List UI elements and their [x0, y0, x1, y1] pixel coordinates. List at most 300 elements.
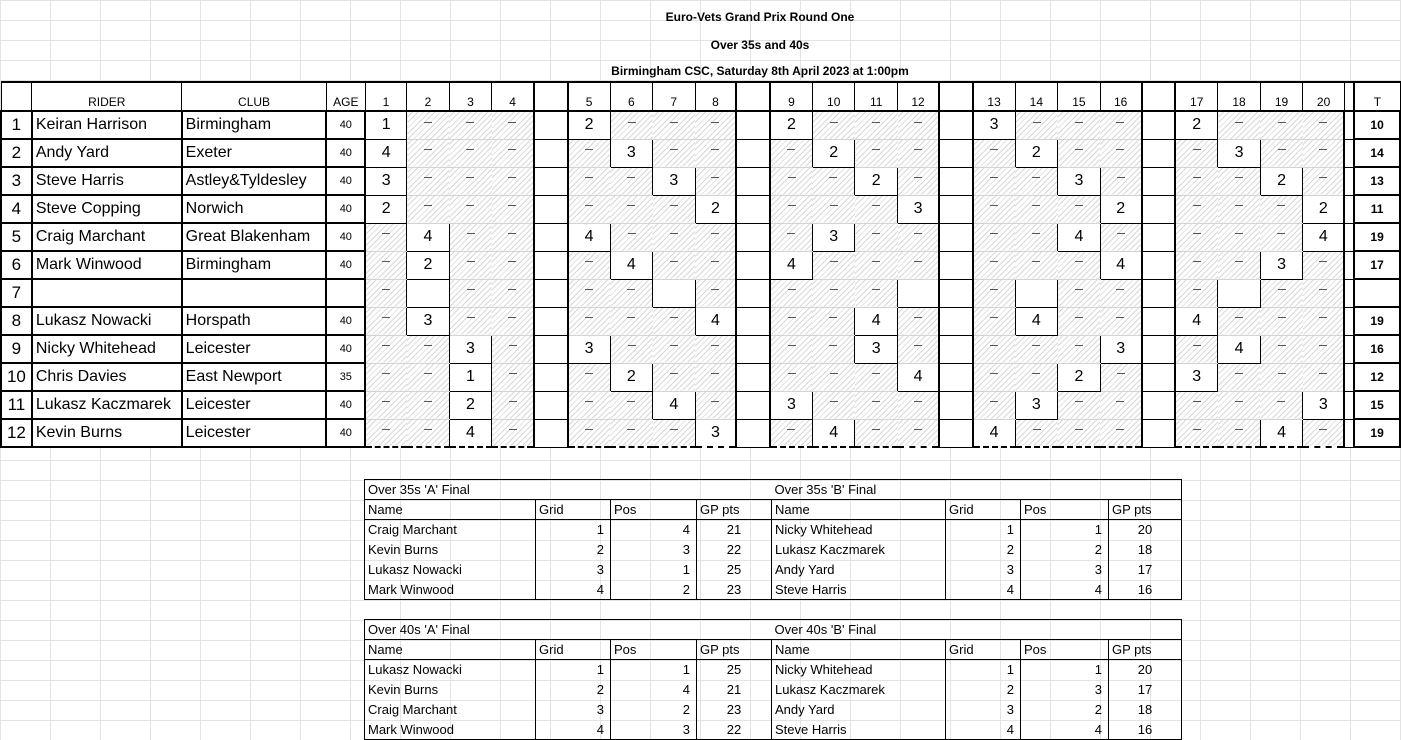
rider-age: 40: [326, 335, 365, 363]
grid-col-header: Grid: [536, 640, 611, 660]
race-result: [407, 307, 449, 335]
race-empty-cell: [1058, 391, 1101, 419]
race-points: 4: [1031, 312, 1041, 329]
race-result: [1100, 195, 1142, 223]
race-empty-cell: [365, 363, 406, 391]
rider-row: [1, 307, 1400, 335]
finish-position: 1: [1021, 520, 1109, 540]
race-result: [1175, 363, 1218, 391]
race-empty-cell: [695, 363, 736, 391]
dash-mark: [1319, 261, 1327, 262]
gap-cell: [534, 195, 567, 223]
race-empty-cell: [653, 251, 695, 279]
dash-mark: [872, 373, 880, 374]
dash-mark: [508, 289, 516, 290]
final-row: [365, 660, 1182, 680]
dash-mark: [670, 373, 678, 374]
rider-total: 17: [1354, 251, 1400, 279]
gap-cell: [1344, 335, 1354, 363]
gap-cell: [1142, 195, 1175, 223]
race-result: [855, 307, 898, 335]
race-empty-cell: [812, 391, 855, 419]
race-empty-cell: [449, 111, 491, 139]
dash-mark: [424, 177, 432, 178]
final-column-headers: [365, 640, 1182, 660]
race-empty-cell: [492, 223, 534, 251]
rider-club: Exeter: [182, 139, 327, 167]
race-empty-cell: [1100, 167, 1142, 195]
race-points: 2: [1031, 144, 1041, 161]
race-result: [1058, 363, 1101, 391]
rider-row: [1, 363, 1400, 391]
race-result: [449, 363, 491, 391]
race-empty-cell: [973, 223, 1016, 251]
race-empty-cell: [695, 335, 736, 363]
dash-mark: [1075, 122, 1083, 123]
race-empty-cell: [653, 139, 695, 167]
race-empty-cell: [812, 279, 855, 307]
race-empty-cell: [855, 391, 898, 419]
rider-total: [1354, 279, 1400, 307]
race-points: 2: [1116, 200, 1126, 217]
dash-mark: [1235, 401, 1243, 402]
gap-cell: [939, 251, 972, 279]
race-empty-cell: [492, 419, 534, 447]
race-empty-cell: [568, 251, 610, 279]
a-final-title: Over 40s 'A' Final: [365, 620, 772, 640]
rider-total: 11: [1354, 195, 1400, 223]
race-header: 20: [1303, 82, 1345, 111]
gp-points: 18: [1109, 700, 1182, 720]
dash-mark: [627, 401, 635, 402]
grid-position: 2: [946, 680, 1021, 700]
finish-position: 4: [1021, 580, 1109, 600]
sheet-title: Euro-Vets Grand Prix Round One: [665, 10, 855, 24]
event-details: Birmingham CSC, Saturday 8th April 2023 at 1:00pm: [611, 64, 909, 78]
race-empty-cell: [449, 167, 491, 195]
race-points: 3: [1234, 144, 1244, 161]
dash-mark: [382, 373, 390, 374]
race-points: 3: [1318, 396, 1328, 413]
rider-age: 35: [326, 363, 365, 391]
race-header: 7: [653, 82, 695, 111]
race-empty-cell: [1015, 223, 1058, 251]
race-points: 3: [1031, 396, 1041, 413]
race-empty-cell: [898, 251, 940, 279]
race-empty-cell: [1260, 223, 1303, 251]
dash-mark: [788, 177, 796, 178]
finish-position: 4: [611, 520, 697, 540]
gap-cell: [1344, 223, 1354, 251]
dash-mark: [508, 122, 516, 123]
race-empty-cell: [449, 279, 491, 307]
race-result: [1303, 391, 1345, 419]
dash-mark: [1032, 345, 1040, 346]
dash-mark: [872, 261, 880, 262]
race-points: 3: [584, 340, 594, 357]
dash-mark: [1032, 373, 1040, 374]
dash-mark: [627, 317, 635, 318]
finalist-name: Steve Harris: [772, 720, 946, 740]
finalist-name: Nicky Whitehead: [772, 520, 946, 540]
race-empty-cell: [855, 223, 898, 251]
race-result: [1303, 195, 1345, 223]
dash-mark: [509, 345, 517, 346]
race-points: 4: [787, 256, 796, 273]
race-points: 4: [989, 423, 999, 441]
dash-mark: [1193, 345, 1201, 346]
dash-mark: [1075, 289, 1083, 290]
race-empty-cell: [1218, 363, 1261, 391]
dash-mark: [508, 177, 516, 178]
race-empty-cell: [653, 223, 695, 251]
race-empty-cell: [1015, 167, 1058, 195]
race-result: [365, 167, 406, 195]
dash-mark: [466, 122, 474, 123]
dash-mark: [627, 429, 635, 430]
dash-mark: [1235, 373, 1243, 374]
dash-mark: [990, 289, 998, 290]
race-result: [407, 279, 449, 307]
gp-points: 23: [697, 700, 772, 720]
gap-cell: [1142, 279, 1175, 307]
gp-points: 23: [697, 580, 772, 600]
final-row: [365, 560, 1182, 580]
dash-mark: [914, 122, 922, 123]
dash-mark: [990, 261, 998, 262]
race-empty-cell: [1175, 251, 1218, 279]
race-empty-cell: [973, 139, 1016, 167]
finalist-name: Lukasz Kaczmarek: [772, 680, 946, 700]
gp-points: 17: [1109, 680, 1182, 700]
race-points: 3: [1074, 172, 1084, 189]
dash-mark: [990, 233, 998, 234]
race-empty-cell: [770, 335, 812, 363]
dash-mark: [787, 429, 795, 430]
gp-pts-col-header: GP pts: [697, 500, 772, 520]
dash-mark: [1235, 429, 1243, 430]
final-row: [365, 580, 1182, 600]
race-empty-cell: [1100, 139, 1142, 167]
dash-mark: [990, 373, 998, 374]
gp-pts-col-header: GP pts: [1109, 500, 1182, 520]
race-points: 2: [787, 116, 796, 134]
race-result: [1218, 279, 1261, 307]
rider-age: 40: [326, 251, 365, 279]
race-empty-cell: [1303, 111, 1345, 139]
gap-cell: [534, 279, 567, 307]
race-empty-cell: [855, 419, 898, 447]
dash-mark: [1075, 429, 1083, 430]
race-empty-cell: [365, 307, 406, 335]
race-result: [1260, 167, 1303, 195]
race-empty-cell: [1058, 139, 1101, 167]
race-result: [1015, 139, 1058, 167]
race-empty-cell: [898, 335, 940, 363]
dash-mark: [1278, 373, 1286, 374]
gap-cell: [1142, 139, 1175, 167]
dash-mark: [1235, 122, 1243, 123]
race-points: 3: [669, 172, 679, 189]
dash-mark: [424, 373, 432, 374]
race-empty-cell: [610, 419, 652, 447]
dash-mark: [711, 177, 719, 178]
header-gap: [1142, 82, 1175, 111]
dash-mark: [830, 401, 838, 402]
dash-mark: [711, 261, 719, 262]
rider-age: 40: [326, 419, 365, 447]
race-empty-cell: [1260, 391, 1303, 419]
race-header: 3: [449, 82, 491, 111]
grid-position: 3: [946, 700, 1021, 720]
dash-mark: [670, 233, 678, 234]
race-points: 4: [829, 423, 839, 441]
race-result: [407, 223, 449, 251]
dash-mark: [1278, 122, 1286, 123]
rider-name: Kevin Burns: [32, 419, 182, 447]
race-empty-cell: [449, 251, 491, 279]
finish-position: 2: [611, 580, 697, 600]
race-empty-cell: [1058, 335, 1101, 363]
race-empty-cell: [1058, 251, 1101, 279]
gap-cell: [939, 195, 972, 223]
gap-cell: [534, 111, 567, 139]
rider-number: 3: [1, 167, 32, 195]
race-empty-cell: [1260, 279, 1303, 307]
gap-cell: [736, 195, 769, 223]
rider-number: 7: [1, 279, 32, 307]
gap-cell: [1142, 335, 1175, 363]
pos-col-header: Pos: [611, 640, 697, 660]
rider-number: 4: [1, 195, 32, 223]
dash-mark: [508, 149, 516, 150]
race-header: 12: [898, 82, 940, 111]
finish-position: 4: [1021, 720, 1109, 740]
rider-total: 14: [1354, 139, 1400, 167]
dash-mark: [585, 177, 593, 178]
race-empty-cell: [365, 419, 406, 447]
race-result: [568, 223, 610, 251]
rider-name: Lukasz Nowacki: [32, 307, 182, 335]
grid-position: 1: [536, 520, 611, 540]
race-empty-cell: [770, 279, 812, 307]
race-result: [1175, 111, 1218, 139]
dash-mark: [628, 233, 636, 234]
race-empty-cell: [365, 279, 406, 307]
dash-mark: [914, 317, 922, 318]
rider-age: 40: [326, 195, 365, 223]
rider-club: Astley&Tyldesley: [182, 167, 327, 195]
race-header: 11: [855, 82, 898, 111]
gp-points: 17: [1109, 560, 1182, 580]
dash-mark: [787, 233, 795, 234]
finish-position: 4: [611, 680, 697, 700]
rider-age: 40: [326, 223, 365, 251]
race-empty-cell: [695, 139, 736, 167]
dash-mark: [670, 205, 678, 206]
dash-mark: [1075, 317, 1083, 318]
gap-cell: [1344, 111, 1354, 139]
dash-mark: [1193, 261, 1201, 262]
race-empty-cell: [812, 251, 855, 279]
dash-mark: [508, 205, 516, 206]
finish-position: 3: [611, 720, 697, 740]
dash-mark: [670, 261, 678, 262]
race-empty-cell: [1303, 335, 1345, 363]
race-empty-cell: [449, 223, 491, 251]
gap-cell: [939, 307, 972, 335]
dash-mark: [467, 233, 475, 234]
dash-mark: [424, 205, 432, 206]
race-empty-cell: [1015, 111, 1058, 139]
race-empty-cell: [1260, 335, 1303, 363]
race-empty-cell: [695, 251, 736, 279]
rider-row: [1, 335, 1400, 363]
rider-age: 40: [326, 139, 365, 167]
rider-row: [1, 139, 1400, 167]
header-gap: [939, 82, 972, 111]
rider-number: 6: [1, 251, 32, 279]
gap-cell: [1344, 251, 1354, 279]
race-result: [365, 139, 406, 167]
gap-cell: [1344, 195, 1354, 223]
rider-total: 19: [1354, 419, 1400, 447]
dash-mark: [830, 373, 838, 374]
gap-cell: [534, 167, 567, 195]
header-row: [1, 82, 1400, 111]
gap-cell: [1142, 391, 1175, 419]
race-empty-cell: [812, 335, 855, 363]
race-points: 2: [1074, 368, 1084, 385]
race-points: 3: [1192, 368, 1202, 385]
dash-mark: [1193, 401, 1201, 402]
race-empty-cell: [568, 391, 610, 419]
dash-mark: [711, 122, 719, 123]
race-empty-cell: [812, 167, 855, 195]
rider-club: Birmingham: [182, 251, 327, 279]
rider-row: [1, 167, 1400, 195]
grid-col-header: Grid: [536, 500, 611, 520]
race-points: 4: [1277, 423, 1286, 441]
race-result: [973, 111, 1016, 139]
rider-row: [1, 251, 1400, 279]
race-empty-cell: [492, 139, 534, 167]
dash-mark: [711, 345, 719, 346]
race-points: 4: [381, 144, 391, 161]
grid-position: 1: [536, 660, 611, 680]
dash-mark: [1116, 149, 1124, 150]
dash-mark: [1033, 429, 1041, 430]
header-gap: [534, 82, 567, 111]
race-empty-cell: [898, 419, 940, 447]
gap-cell: [1142, 363, 1175, 391]
race-empty-cell: [898, 223, 940, 251]
race-result: [568, 111, 610, 139]
final-row: [365, 520, 1182, 540]
race-points: 4: [711, 312, 720, 329]
race-result: [610, 363, 652, 391]
gp-pts-col-header: GP pts: [697, 640, 772, 660]
race-result: [1218, 335, 1261, 363]
dash-mark: [1319, 149, 1327, 150]
pos-col-header: Pos: [1021, 500, 1109, 520]
race-empty-cell: [1015, 419, 1058, 447]
race-empty-cell: [1260, 111, 1303, 139]
rider-age: 40: [326, 111, 365, 139]
pos-col-header: Pos: [611, 500, 697, 520]
rider-age: 40: [326, 167, 365, 195]
rider-row: [1, 111, 1400, 139]
dash-mark: [467, 261, 475, 262]
a-final-title: Over 35s 'A' Final: [365, 480, 772, 500]
gap-cell: [1344, 391, 1354, 419]
race-empty-cell: [695, 167, 736, 195]
race-empty-cell: [1218, 167, 1261, 195]
race-points: 4: [626, 256, 636, 273]
dash-mark: [585, 205, 593, 206]
race-points: 4: [465, 423, 475, 441]
dash-mark: [829, 317, 837, 318]
dash-mark: [585, 373, 593, 374]
gp-points: 21: [697, 680, 772, 700]
header-gap: [736, 82, 769, 111]
over-40s-finals-table: [364, 619, 1182, 740]
race-empty-cell: [1015, 363, 1058, 391]
race-result: [1100, 335, 1142, 363]
gap-cell: [736, 307, 769, 335]
dash-mark: [990, 317, 998, 318]
dash-mark: [990, 149, 998, 150]
race-empty-cell: [1015, 251, 1058, 279]
race-empty-cell: [1218, 223, 1261, 251]
gp-points: 18: [1109, 540, 1182, 560]
rider-total: 16: [1354, 335, 1400, 363]
rider-number: 8: [1, 307, 32, 335]
race-points: 2: [1192, 116, 1202, 134]
rider-number: 11: [1, 391, 32, 419]
gap-cell: [736, 363, 769, 391]
rider-total: 19: [1354, 223, 1400, 251]
dash-mark: [509, 401, 517, 402]
dash-mark: [670, 149, 678, 150]
race-empty-cell: [653, 419, 695, 447]
gp-points: 22: [697, 540, 772, 560]
race-empty-cell: [812, 363, 855, 391]
rider-age: 40: [326, 307, 365, 335]
race-empty-cell: [898, 391, 940, 419]
rider-name: Nicky Whitehead: [32, 335, 182, 363]
rider-name: Craig Marchant: [32, 223, 182, 251]
race-result: [695, 419, 736, 447]
final-row: [365, 680, 1182, 700]
rider-age: [326, 279, 365, 307]
dash-mark: [1278, 345, 1286, 346]
race-empty-cell: [1175, 419, 1218, 447]
race-empty-cell: [973, 363, 1016, 391]
gap-cell: [534, 335, 567, 363]
race-empty-cell: [1218, 251, 1261, 279]
rider-club: Great Blakenham: [182, 223, 327, 251]
dash-mark: [1032, 177, 1040, 178]
dash-mark: [1193, 289, 1201, 290]
race-points: 4: [913, 368, 923, 385]
race-empty-cell: [695, 279, 736, 307]
race-empty-cell: [492, 251, 534, 279]
dash-mark: [1277, 205, 1285, 206]
race-empty-cell: [407, 139, 449, 167]
race-empty-cell: [610, 335, 652, 363]
gap-cell: [736, 139, 769, 167]
